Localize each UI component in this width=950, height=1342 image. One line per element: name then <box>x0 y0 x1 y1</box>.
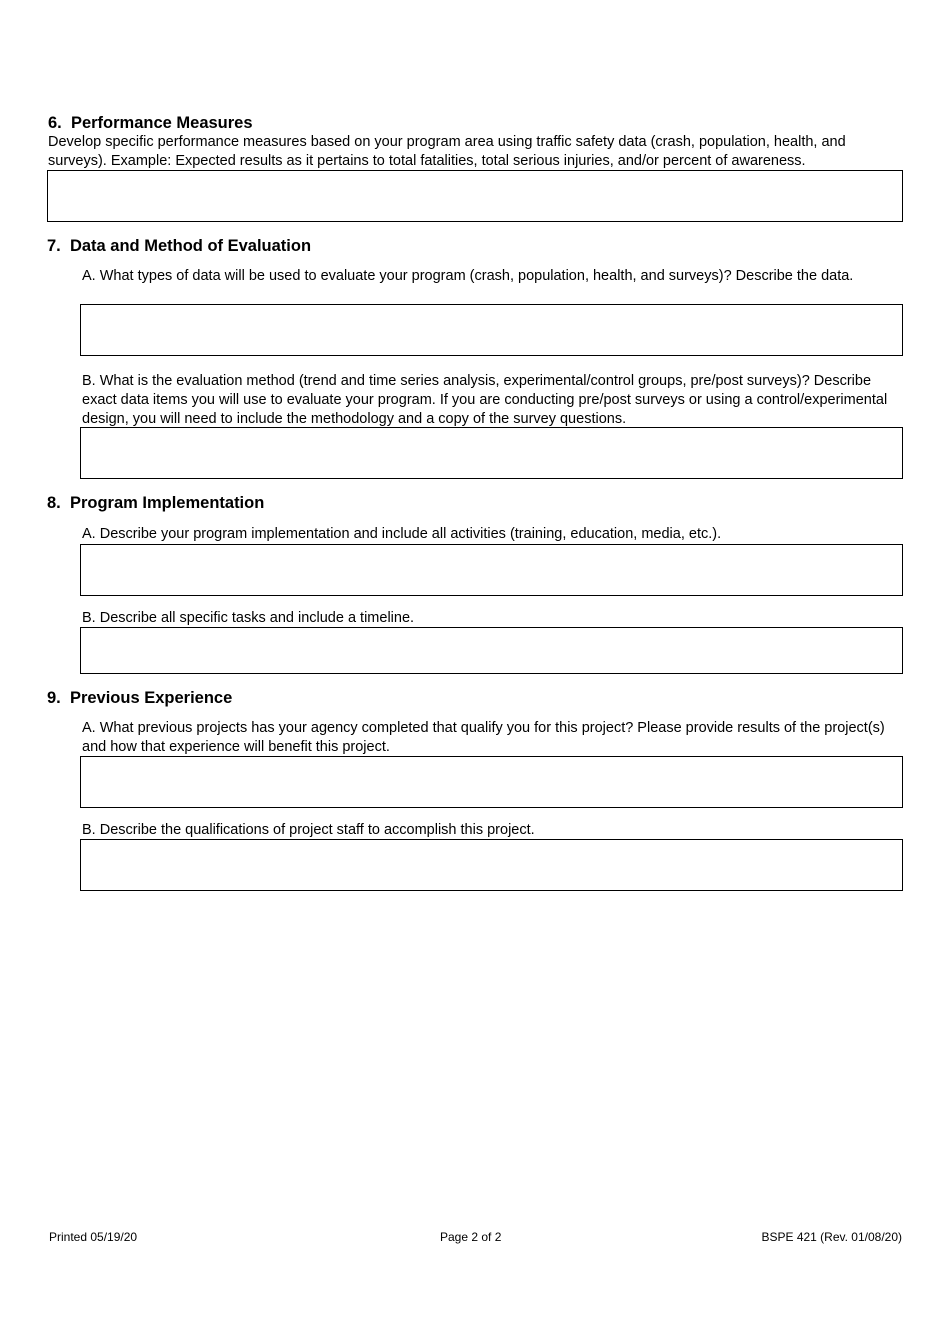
footer-page-number: Page 2 of 2 <box>440 1230 502 1244</box>
evaluation-method-field[interactable] <box>80 427 903 479</box>
performance-measures-field[interactable] <box>47 170 903 222</box>
section-9-heading <box>47 688 232 708</box>
section-9-number: 9. <box>47 689 61 707</box>
section-8-title: Program Implementation <box>69 494 265 512</box>
section-7-heading <box>47 236 311 256</box>
section-7-title: Data and Method of Evaluation <box>69 237 312 255</box>
footer-printed-date: Printed 05/19/20 <box>49 1230 138 1244</box>
section-7-number: 7. <box>47 237 61 255</box>
data-types-field[interactable] <box>80 304 903 356</box>
section-9a-prompt: A. What previous projects has your agency completed that qualify you for this project? Please provide results of the project(s) and how that experience will benefit this project. <box>82 720 885 755</box>
section-8a-prompt: A. Describe your program implementation and include all activities (training, education, media, etc.). <box>82 526 722 542</box>
previous-projects-field[interactable] <box>80 756 903 808</box>
section-7a-prompt: A. What types of data will be used to evaluate your program (crash, population, health, and surveys)? Describe the data. <box>82 268 854 284</box>
section-8-heading <box>47 493 264 513</box>
section-6-description: Develop specific performance measures based on your program area using traffic safety data (crash, population, health, and surveys). Example: Expected results as it pertains to total fatalities, total serious injuries, and/or percent of awareness. <box>48 134 846 169</box>
section-6-heading <box>48 113 253 133</box>
tasks-timeline-field[interactable] <box>80 627 903 674</box>
section-6-number: 6. <box>48 114 62 132</box>
section-8b-prompt: B. Describe all specific tasks and include a timeline. <box>82 610 415 626</box>
section-9-title: Previous Experience <box>69 689 233 707</box>
section-8-number: 8. <box>47 494 61 512</box>
section-9b-prompt: B. Describe the qualifications of project staff to accomplish this project. <box>82 822 535 838</box>
section-7b-prompt: B. What is the evaluation method (trend and time series analysis, experimental/control groups, pre/post surveys)? Describe exact data items you will use to evaluate your program. If you are conducting pre/post surveys or using a control/experimental design, you will need to include the methodology and a copy of the survey questions. <box>82 373 888 427</box>
section-6-title: Performance Measures <box>70 114 253 132</box>
program-implementation-field[interactable] <box>80 544 903 596</box>
staff-qualifications-field[interactable] <box>80 839 903 891</box>
footer-form-id: BSPE 421 (Rev. 01/08/20) <box>761 1230 902 1244</box>
